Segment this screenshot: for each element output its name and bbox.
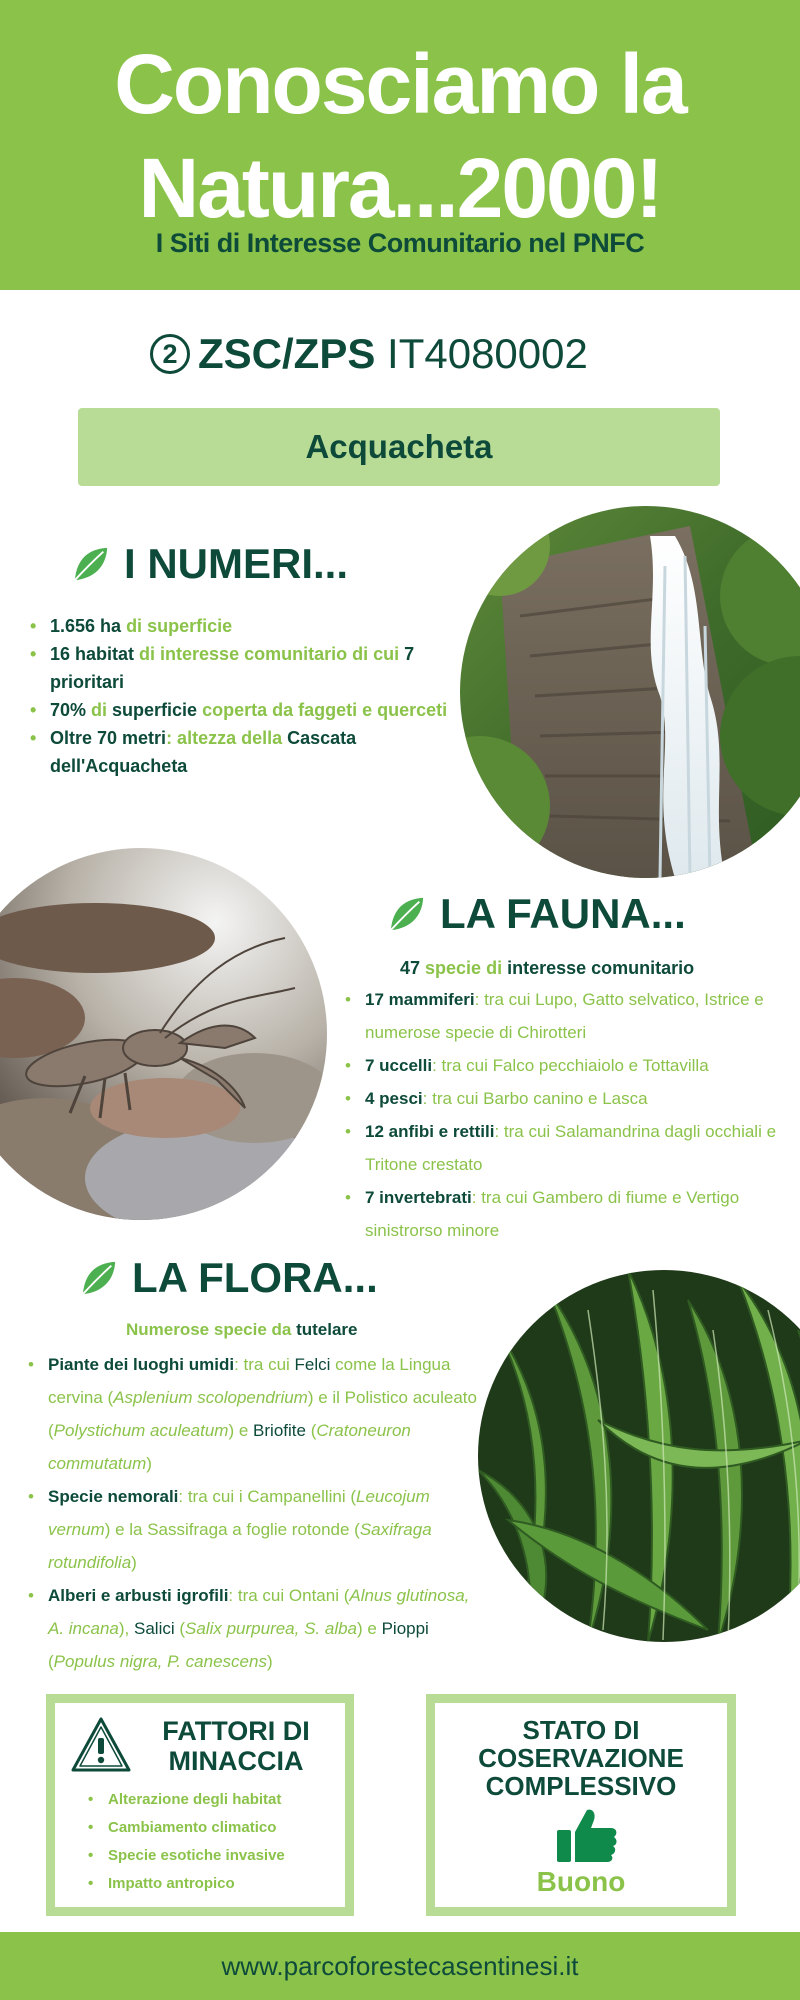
list-item [345,1049,795,1082]
status-value: Buono [536,1866,626,1897]
text-run: ) e il Polistico aculeato ( [48,1388,477,1440]
text-run: ( [48,1652,54,1671]
text-run: Saxifraga rotundifolia [48,1520,432,1572]
text-run: 12 anfibi e rettili [365,1122,495,1141]
text-run: 47 [400,958,421,978]
text-run: : tra cui Barbo canino e Lasca [422,1089,648,1108]
text-run: Salici [134,1619,175,1638]
text-run: Alberi e arbusti igrofili [48,1586,229,1605]
fauna-title: LA FAUNA... [440,890,686,937]
site-type: ZSC/ZPS [198,330,376,377]
threats-list [88,1786,338,1898]
list-item [30,724,450,780]
text-run: : tra cui i Campanellini ( [178,1487,357,1506]
list-item [28,1348,488,1480]
text-run: 7 prioritari [50,644,415,692]
text-run: 17 mammiferi [365,990,475,1009]
list-item [30,696,450,724]
threats-title [136,1716,336,1776]
text-run: Numerose specie da [126,1320,297,1339]
text-run: Pioppi [381,1619,429,1638]
page-title [0,32,800,240]
text-run: superficie [112,700,198,720]
footer-website-link[interactable]: www.parcoforestecasentinesi.it [0,1932,800,2000]
text-run: 7 uccelli [365,1056,433,1075]
text-run: ) e [228,1421,254,1440]
text-run: 1.656 ha [50,616,122,636]
site-code-value: IT4080002 [387,330,588,377]
crayfish-photo [0,848,327,1220]
text-run: : tra cui Gambero di fiume e Vertigo sinistrorso minore [365,1188,740,1240]
flora-heading [80,1254,378,1302]
text-run: interesse comunitario [507,958,695,978]
leaf-icon [388,895,426,933]
threats-title-line1: FATTORI DI [162,1716,310,1746]
leaf-icon [72,545,110,583]
page-subtitle: I Siti di Interesse Comunitario nel PNFC [155,228,645,258]
fauna-summary [400,958,694,979]
text-run: Specie nemorali [48,1487,179,1506]
text-run: : tra cui [234,1355,295,1374]
numeri-title: I NUMERI... [124,540,349,587]
fern-photo [478,1270,800,1642]
list-item [345,983,795,1049]
text-run: Asplenium scolopendrium [113,1388,308,1407]
list-item [30,612,450,640]
text-run: di [121,616,148,636]
text-run: ( [305,1421,317,1440]
page-title-line1: Conosciamo la [114,37,686,131]
text-run: 7 invertebrati [365,1188,472,1207]
text-run: come la Lingua cervina ( [48,1355,451,1407]
text-run: : tra cui Falco pecchiaiolo e Tottavilla [432,1056,709,1075]
leaf-icon [80,1259,118,1297]
text-run: Polystichum aculeatum [53,1421,229,1440]
text-run: specie di [420,958,508,978]
text-run: coperta da faggeti e querceti [197,700,448,720]
text-run: ) e [357,1619,382,1638]
text-run: : altezza della [166,728,288,748]
text-run: Felci [294,1355,331,1374]
text-run: ) [266,1652,273,1671]
threat-item: • Impatto antropico [88,1870,338,1898]
site-number-badge: 2 [150,334,190,374]
flora-list [28,1348,488,1678]
text-run: Cascata dell'Acquacheta [50,728,357,776]
status-title-line2: COSERVAZIONE [478,1743,684,1773]
text-run: Leucojum vernum [48,1487,430,1539]
fauna-list [345,983,795,1247]
text-run: Piante dei luoghi umidi [48,1355,235,1374]
threats-title-line2: MINACCIA [168,1746,304,1776]
site-name-box: Acquacheta [78,408,720,486]
list-item [28,1579,488,1678]
text-run: ( [174,1619,186,1638]
text-run: Alnus glutinosa, A. incana [48,1586,470,1638]
status-title-line3: COMPLESSIVO [485,1771,677,1801]
text-run: Oltre 70 metri [50,728,167,748]
text-run: di interesse comunitario di cui [134,644,405,664]
page-title-line2: Natura...2000! [138,141,662,235]
list-item [345,1115,795,1181]
status-title [435,1716,727,1800]
text-run: di [86,700,113,720]
text-run: 16 habitat [50,644,135,664]
text-run: superficie [147,616,233,636]
flora-summary [126,1320,358,1340]
threat-item: • Specie esotiche invasive [88,1842,338,1870]
status-title-line1: STATO DI [522,1715,640,1745]
warning-icon [70,1716,132,1774]
text-run: Populus nigra, P. canescens [53,1652,267,1671]
text-run: : tra cui Lupo, Gatto selvatico, Istrice e numerose specie di Chirotteri [365,990,764,1042]
text-run: ), [118,1619,134,1638]
text-run: 4 pesci [365,1089,423,1108]
text-run: ) e la Sassifraga a foglie rotonde ( [104,1520,360,1539]
threat-item: • Cambiamento climatico [88,1814,338,1842]
text-run: : tra cui Ontani ( [228,1586,350,1605]
list-item [345,1181,795,1247]
fauna-heading [388,890,686,938]
list-item [28,1480,488,1579]
text-run: ) [131,1553,137,1572]
waterfall-photo [460,506,800,878]
list-item [30,640,450,696]
threat-item: • Alterazione degli habitat [88,1786,338,1814]
site-code [150,330,710,378]
numeri-heading [72,540,348,588]
text-run: Cratoneuron commutatum [48,1421,411,1473]
thumbs-up-icon [555,1806,619,1864]
list-item [345,1082,795,1115]
text-run: : tra cui Salamandrina dagli occhiali e Tritone crestato [365,1122,777,1174]
numeri-list [30,612,450,780]
text-run: ) [146,1454,152,1473]
text-run: Briofite [253,1421,306,1440]
text-run: 70% [50,700,87,720]
flora-title: LA FLORA... [132,1254,378,1301]
text-run: tutelare [296,1320,358,1339]
text-run: Salix purpurea, S. alba [185,1619,358,1638]
